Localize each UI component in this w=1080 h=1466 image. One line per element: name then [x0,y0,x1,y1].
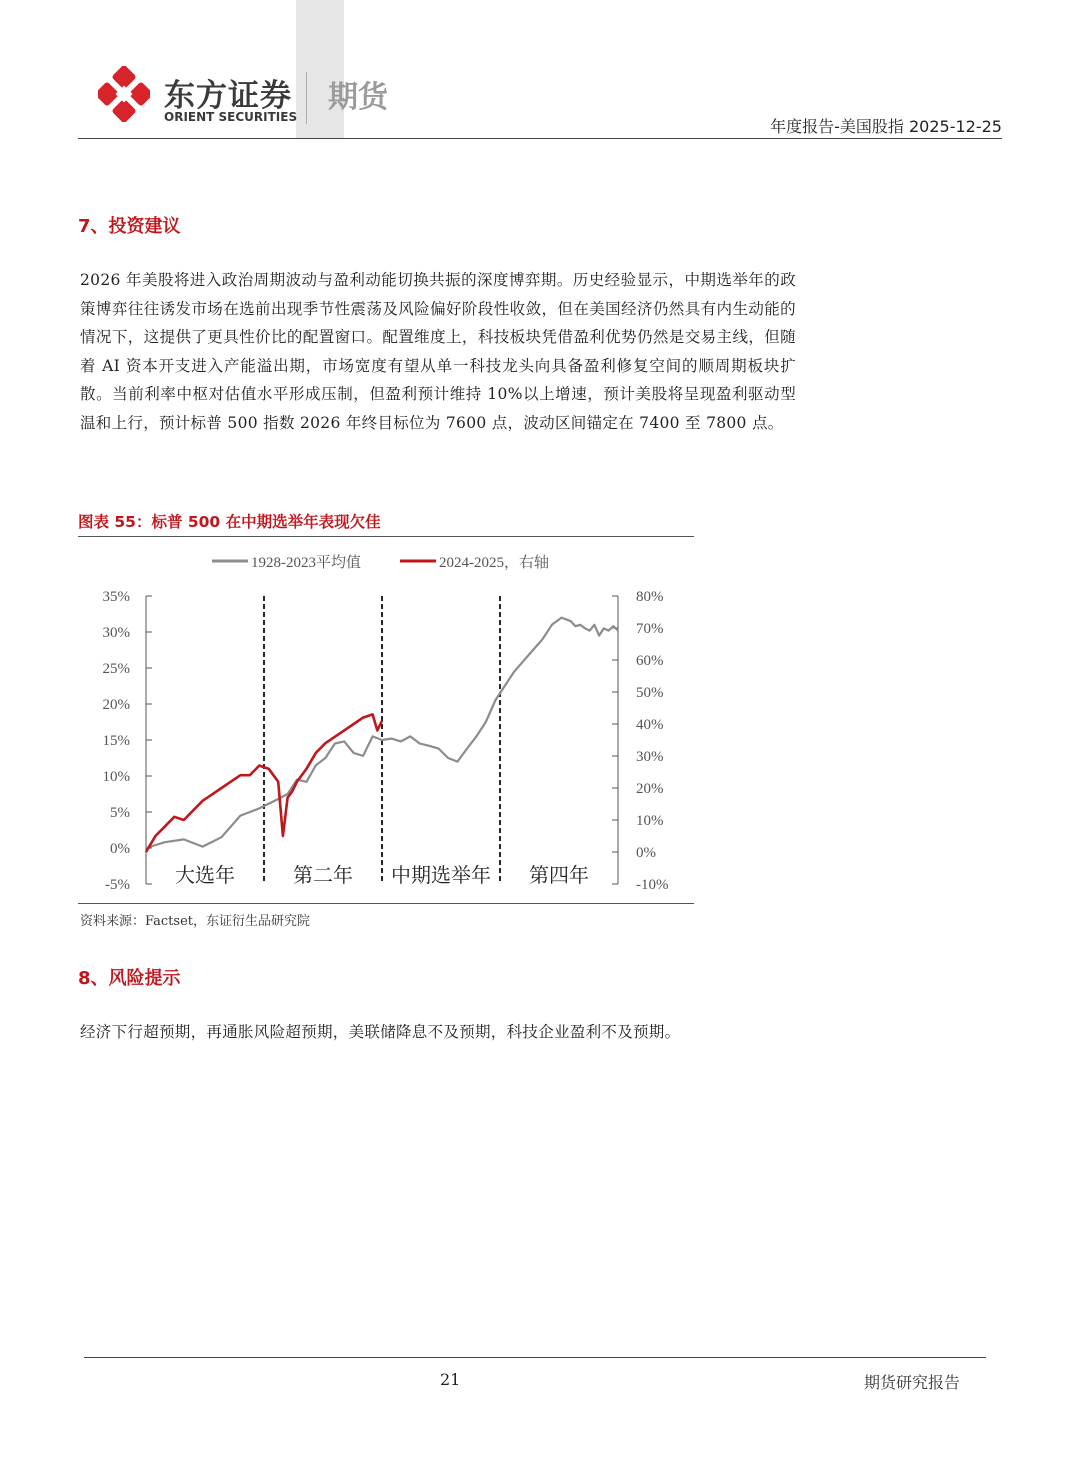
left-tick-label: 30% [102,625,130,641]
left-tick-label: -5% [105,877,130,893]
left-tick-label: 20% [102,697,130,713]
legend-label-2024-2025: 2024-2025，右轴 [439,555,549,571]
right-tick-label: 70% [636,621,664,637]
left-tick-label: 10% [102,769,130,785]
right-tick-label: 40% [636,717,664,733]
right-tick-label: -10% [636,877,669,893]
left-tick-label: 15% [102,733,130,749]
period-label: 第四年 [529,865,589,887]
figure-title: 图表 55：标普 500 在中期选举年表现欠佳 [78,513,381,531]
section-7-title: 7、投资建议 [78,216,181,237]
right-tick-label: 80% [636,589,664,605]
legend-label-average: 1928-2023平均值 [251,555,361,571]
header-band [296,0,344,138]
left-tick-label: 35% [102,589,130,605]
page-number: 21 [440,1370,461,1389]
footer-label: 期货研究报告 [863,1373,960,1392]
logo-divider [306,72,307,124]
logo-division: 期货 [328,80,388,115]
section-8-paragraph: 经济下行超预期，再通胀风险超预期，美联储降息不及预期，科技企业盈利不及预期。 [80,1023,681,1041]
figure-top-rule [78,536,694,537]
figure-bottom-rule [78,903,694,904]
right-tick-label: 10% [636,813,664,829]
orient-logo-icon [98,66,150,122]
right-tick-label: 50% [636,685,664,701]
left-tick-label: 5% [110,805,130,821]
report-info: 年度报告-美国股指 2025-12-25 [770,117,1002,136]
section-7-paragraph: 2026 年美股将进入政治周期波动与盈利动能切换共振的深度博弈期。历史经验显示，中期选举年的政策博弈往往诱发市场在选前出现季节性震荡及风险偏好阶段性收敛，但在美国经济仍然具有内生动能的情况下，这提供了更具性价比的配置窗口。配置维度上，科技板块凭借盈利优势仍然是交易主线，但随着 AI 资本开支进入产能溢出期，市场宽度有望从单一科技龙头向具备盈利修复空间的顺周期板块扩散。当前利率中枢对估值水平形成压制，但盈利预计维持 10%以上增速，预计美股将呈现盈利驱动型温和上行，预计标普 500 指数 2026 年终目标位为 7600 点，波动区间锚定在 7400 至 7800 点。 [80,271,796,432]
header-rule [78,138,1002,139]
left-tick-label: 25% [102,661,130,677]
right-tick-label: 60% [636,653,664,669]
right-tick-label: 30% [636,749,664,765]
logo-chinese-name: 东方证券 [164,78,292,114]
right-tick-label: 0% [636,845,656,861]
footer-rule [84,1357,986,1358]
left-tick-label: 0% [110,841,130,857]
period-label: 中期选举年 [391,865,491,887]
right-tick-label: 20% [636,781,664,797]
period-label: 第二年 [293,865,353,887]
figure-source: 资料来源：Factset，东证衍生品研究院 [80,914,310,929]
period-label: 大选年 [175,865,235,887]
sp500-election-cycle-chart [78,540,694,900]
section-8-title: 8、风险提示 [78,968,181,989]
logo-english-name: ORIENT SECURITIES [164,110,298,124]
